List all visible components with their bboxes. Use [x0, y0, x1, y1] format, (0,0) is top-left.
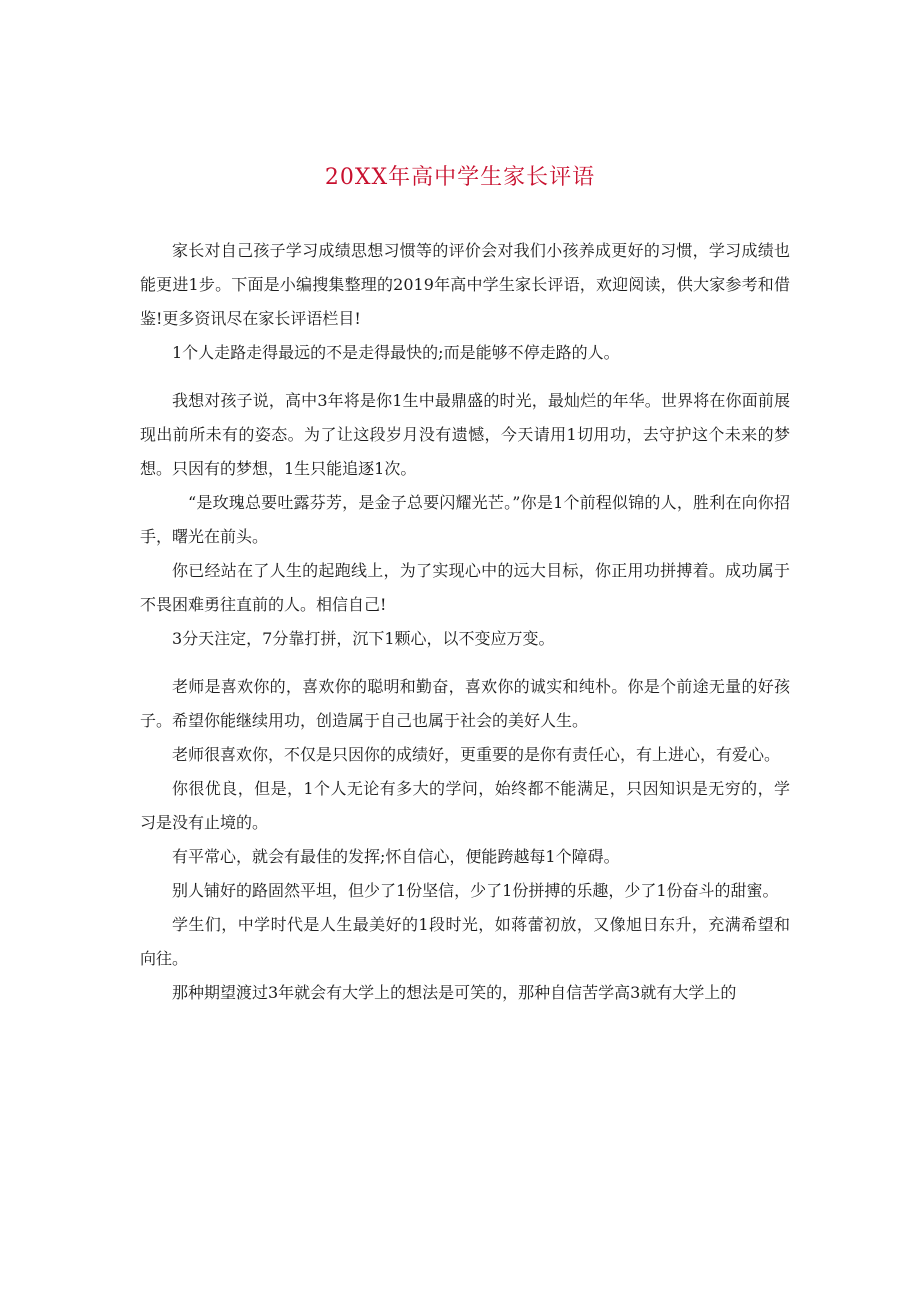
document-title: 20XX年高中学生家长评语	[324, 165, 596, 190]
paragraph: “是玫瑰总要吐露芬芳，是金子总要闪耀光芒。”你是1个前程似锦的人，胜利在向你招手，曙光在前头。	[140, 493, 790, 546]
paragraph: 老师是喜欢你的，喜欢你的聪明和勤奋，喜欢你的诚实和纯朴。你是个前途无量的好孩子。希望你能继续用功，创造属于自己也属于社会的美好人生。	[140, 677, 790, 730]
paragraph: 你已经站在了人生的起跑线上，为了实现心中的远大目标，你正用功拼搏着。成功属于不畏困难勇往直前的人。相信自己!	[140, 561, 790, 614]
paragraph: 3分天注定，7分靠打拼，沉下1颗心，以不变应万变。	[172, 629, 555, 648]
paragraph: 我想对孩子说，高中3年将是你1生中最鼎盛的时光，最灿烂的年华。世界将在你面前展现出前所未有的姿态。为了让这段岁月没有遗憾，今天请用1切用功，去守护这个未来的梦想。只因有的梦想，1生只能追逐1次。	[140, 391, 790, 478]
paragraph-intro: 家长对自己孩子学习成绩思想习惯等的评价会对我们小孩养成更好的习惯，学习成绩也能更进1步。下面是小编搜集整理的2019年高中学生家长评语，欢迎阅读，供大家参考和借鉴!更多资讯尽在家长评语栏目!	[140, 241, 790, 328]
paragraph: 1个人走路走得最远的不是走得最快的;而是能够不停走路的人。	[172, 343, 620, 362]
document-body	[140, 234, 790, 1010]
paragraph: 那种期望渡过3年就会有大学上的想法是可笑的，那种自信苦学高3就有大学上的	[172, 983, 737, 1002]
paragraph: 别人铺好的路固然平坦，但少了1份坚信，少了1份拼搏的乐趣，少了1份奋斗的甜蜜。	[172, 881, 779, 900]
paragraph: 有平常心，就会有最佳的发挥;怀自信心，便能跨越每1个障碍。	[172, 847, 620, 866]
paragraph: 老师很喜欢你，不仅是只因你的成绩好，更重要的是你有责任心，有上进心，有爱心。	[172, 745, 781, 764]
paragraph: 你很优良，但是，1个人无论有多大的学问，始终都不能满足，只因知识是无穷的，学习是没有止境的。	[140, 779, 790, 832]
paragraph: 学生们，中学时代是人生最美好的1段时光，如蒋蕾初放，又像旭日东升，充满希望和向往。	[140, 915, 790, 968]
